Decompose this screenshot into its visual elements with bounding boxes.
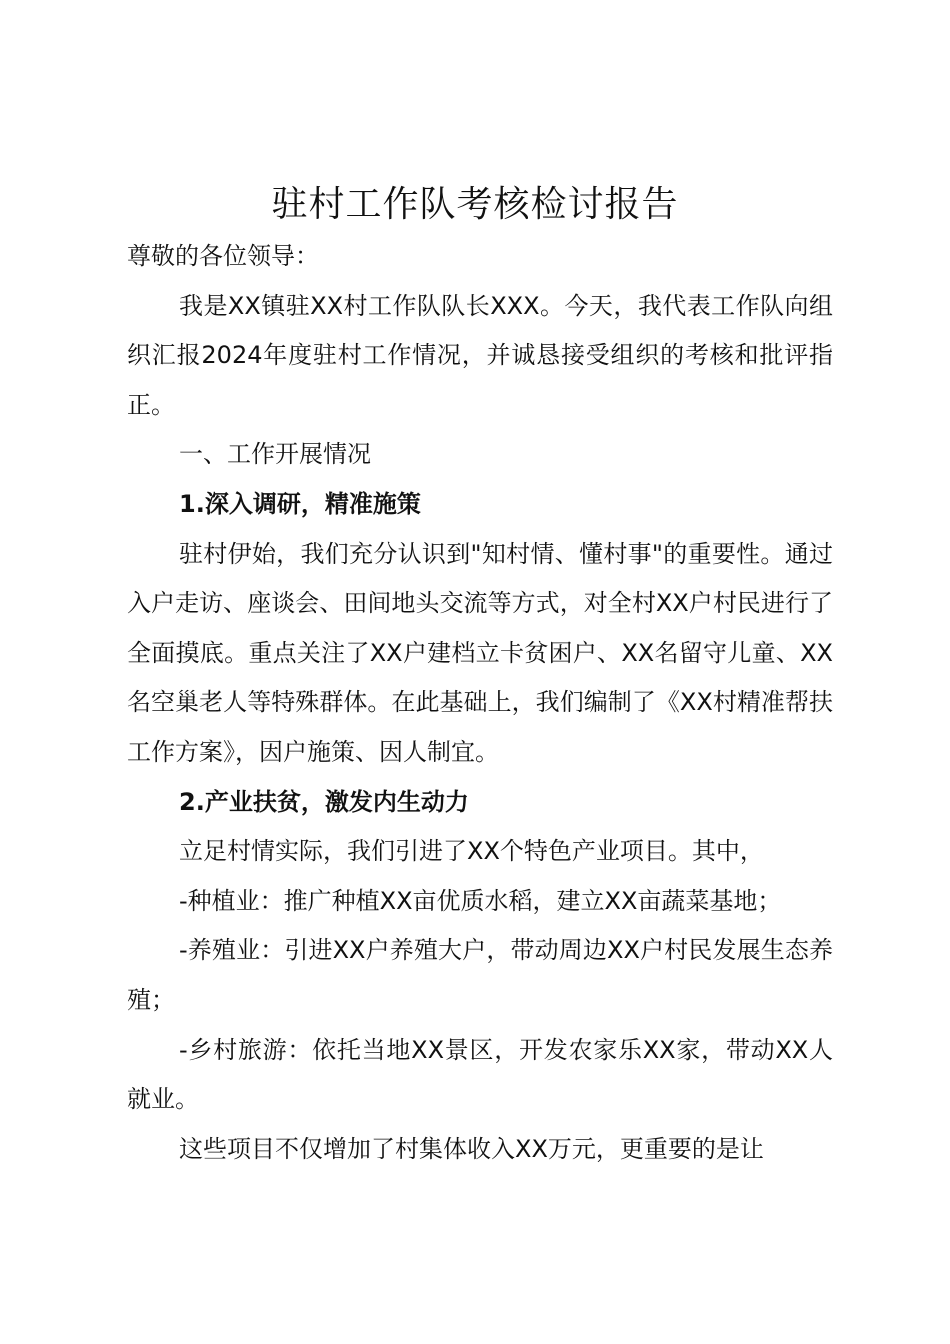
section-heading-work-progress: 一、工作开展情况 [179, 440, 371, 469]
bullet-breeding: -养殖业：引进XX户养殖大户，带动周边XX户村民发展生态养殖； [127, 936, 833, 1014]
research-paragraph: 驻村伊始，我们充分认识到"知村情、懂村事"的重要性。通过入户走访、座谈会、田间地头交流等方式，对全村XX户村民进行了全面摸底。重点关注了XX户建档立卡贫困户、XX名留守儿童、XX名空巢老人等特殊群体。在此基础上，我们编制了《XX村精准帮扶工作方案》，因户施策、因人制宜。 [127, 539, 833, 766]
industry-intro-paragraph: 立足村情实际，我们引进了XX个特色产业项目。其中， [179, 837, 764, 866]
intro-paragraph: 我是XX镇驻XX村工作队队长XXX。今天，我代表工作队向组织汇报2024年度驻村工作情况，并诚恳接受组织的考核和批评指正。 [127, 291, 833, 419]
salutation: 尊敬的各位领导： [127, 242, 319, 270]
document-body [127, 232, 833, 1174]
subheading-industry: 2.产业扶贫，激发内生动力 [179, 787, 469, 816]
bullet-planting: -种植业：推广种植XX亩优质水稻，建立XX亩蔬菜基地； [179, 886, 782, 915]
bullet-tourism: -乡村旅游：依托当地XX景区，开发农家乐XX家，带动XX人就业。 [127, 1035, 833, 1114]
document-title: 驻村工作队考核检讨报告 [271, 184, 679, 225]
subheading-research: 1.深入调研，精准施策 [179, 489, 421, 518]
closing-paragraph: 这些项目不仅增加了村集体收入XX万元，更重要的是让 [179, 1134, 764, 1163]
